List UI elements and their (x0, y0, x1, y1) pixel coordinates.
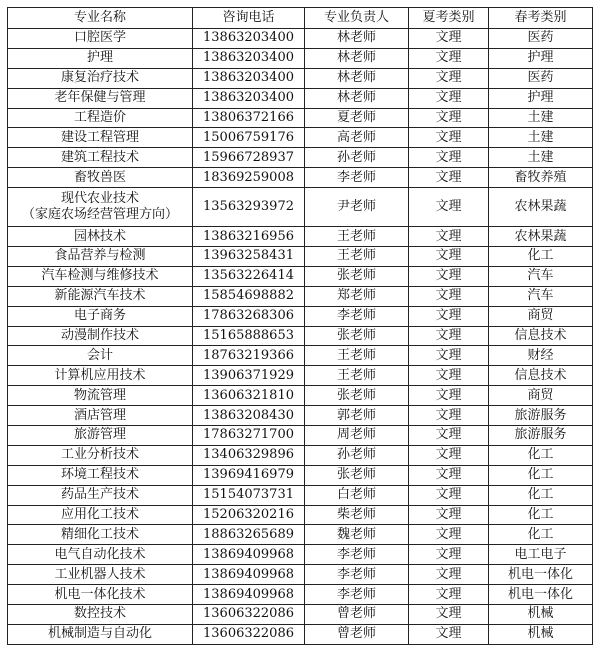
lead-cell: 周老师 (305, 426, 409, 446)
summer-category-cell: 文理 (409, 227, 489, 247)
lead-cell: 李老师 (305, 306, 409, 326)
lead-cell: 张老师 (305, 266, 409, 286)
summer-category-cell: 文理 (409, 306, 489, 326)
spring-category-cell: 信息技术 (489, 366, 593, 386)
program-name-cell (8, 346, 193, 366)
header-program-name: 专业名称 (8, 8, 193, 29)
lead-cell: 夏老师 (305, 108, 409, 128)
table-row (8, 624, 593, 644)
program-name-text: 汽车检测与维修技术 (41, 268, 159, 284)
spring-category-cell: 电工电子 (489, 545, 593, 565)
spring-category-cell: 护理 (489, 48, 593, 68)
table-row (8, 247, 593, 267)
program-name-text: 建筑工程技术 (60, 149, 139, 165)
phone-cell: 13563293972 (193, 188, 305, 227)
program-name-cell (8, 585, 193, 605)
table-row (8, 605, 593, 625)
spring-category-cell: 医药 (489, 29, 593, 49)
table-row (8, 505, 593, 525)
program-name-text: 旅游管理 (73, 427, 126, 443)
summer-category-cell: 文理 (409, 565, 489, 585)
program-name-text: （家庭农场经营管理方向） (21, 207, 178, 223)
table-row (8, 406, 593, 426)
table-row (8, 465, 593, 485)
program-name-cell (8, 426, 193, 446)
spring-category-cell: 化工 (489, 445, 593, 465)
program-name-cell (8, 29, 193, 49)
lead-cell: 李老师 (305, 565, 409, 585)
phone-cell: 18369259008 (193, 168, 305, 188)
summer-category-cell: 文理 (409, 48, 489, 68)
summer-category-cell: 文理 (409, 266, 489, 286)
lead-cell: 孙老师 (305, 148, 409, 168)
phone-cell: 13963258431 (193, 247, 305, 267)
spring-category-cell: 机电一体化 (489, 565, 593, 585)
program-name-text: 工业分析技术 (60, 447, 139, 463)
summer-category-cell: 文理 (409, 624, 489, 644)
program-name-text: 电子商务 (73, 308, 126, 324)
summer-category-cell: 文理 (409, 585, 489, 605)
lead-cell: 王老师 (305, 227, 409, 247)
table-row (8, 445, 593, 465)
program-name-cell (8, 266, 193, 286)
phone-cell: 13863203400 (193, 48, 305, 68)
summer-category-cell: 文理 (409, 445, 489, 465)
program-name-text: 食品营养与检测 (54, 248, 146, 264)
table-body (8, 29, 593, 645)
header-summer-category: 夏考类别 (409, 8, 489, 29)
lead-cell: 白老师 (305, 485, 409, 505)
lead-cell: 李老师 (305, 168, 409, 188)
phone-cell: 15966728937 (193, 148, 305, 168)
spring-category-cell: 土建 (489, 108, 593, 128)
summer-category-cell: 文理 (409, 168, 489, 188)
program-name-cell (8, 406, 193, 426)
lead-cell: 林老师 (305, 48, 409, 68)
program-name-text: 康复治疗技术 (60, 70, 139, 86)
lead-cell: 张老师 (305, 386, 409, 406)
program-name-text: 酒店管理 (73, 407, 126, 423)
summer-category-cell: 文理 (409, 525, 489, 545)
program-name-text: 机械制造与自动化 (47, 626, 152, 642)
summer-category-cell: 文理 (409, 406, 489, 426)
program-name-cell (8, 148, 193, 168)
program-name-text: 药品生产技术 (60, 487, 139, 503)
summer-category-cell: 文理 (409, 108, 489, 128)
spring-category-cell: 商贸 (489, 306, 593, 326)
table-row (8, 266, 593, 286)
program-name-cell (8, 465, 193, 485)
program-name-cell (8, 168, 193, 188)
program-name-text: 计算机应用技术 (54, 367, 146, 383)
summer-category-cell: 文理 (409, 605, 489, 625)
program-name-text: 应用化工技术 (60, 507, 139, 523)
spring-category-cell: 汽车 (489, 266, 593, 286)
summer-category-cell: 文理 (409, 465, 489, 485)
program-name-cell (8, 545, 193, 565)
table-row (8, 525, 593, 545)
program-name-text: 动漫制作技术 (60, 328, 139, 344)
spring-category-cell: 化工 (489, 485, 593, 505)
program-contact-table (7, 7, 593, 645)
program-name-text: 建设工程管理 (60, 129, 139, 145)
program-name-cell (8, 247, 193, 267)
summer-category-cell: 文理 (409, 426, 489, 446)
phone-cell: 13863203400 (193, 88, 305, 108)
table-row (8, 545, 593, 565)
spring-category-cell: 机电一体化 (489, 585, 593, 605)
summer-category-cell: 文理 (409, 247, 489, 267)
spring-category-cell: 商贸 (489, 386, 593, 406)
spring-category-cell: 化工 (489, 465, 593, 485)
table-row (8, 128, 593, 148)
program-name-text: 工业机器人技术 (54, 566, 146, 582)
lead-cell: 林老师 (305, 68, 409, 88)
phone-cell: 13806372166 (193, 108, 305, 128)
table-row (8, 88, 593, 108)
summer-category-cell: 文理 (409, 505, 489, 525)
program-name-text: 数控技术 (73, 606, 126, 622)
spring-category-cell: 农林果蔬 (489, 227, 593, 247)
lead-cell: 林老师 (305, 88, 409, 108)
program-name-text: 口腔医学 (73, 30, 126, 46)
phone-cell: 17863268306 (193, 306, 305, 326)
program-name-cell (8, 108, 193, 128)
program-name-cell (8, 505, 193, 525)
header-phone: 咨询电话 (193, 8, 305, 29)
phone-cell: 15165888653 (193, 326, 305, 346)
program-name-cell (8, 88, 193, 108)
phone-cell: 13969416979 (193, 465, 305, 485)
phone-cell: 15154073731 (193, 485, 305, 505)
lead-cell: 张老师 (305, 326, 409, 346)
table-row (8, 286, 593, 306)
phone-cell: 13863216956 (193, 227, 305, 247)
spring-category-cell: 财经 (489, 346, 593, 366)
phone-cell: 13863208430 (193, 406, 305, 426)
program-name-text: 新能源汽车技术 (54, 288, 146, 304)
summer-category-cell: 文理 (409, 386, 489, 406)
spring-category-cell: 化工 (489, 247, 593, 267)
program-name-cell (8, 386, 193, 406)
spring-category-cell: 农林果蔬 (489, 188, 593, 227)
program-name-cell (8, 306, 193, 326)
program-name-cell (8, 605, 193, 625)
summer-category-cell: 文理 (409, 29, 489, 49)
lead-cell: 孙老师 (305, 445, 409, 465)
program-name-cell (8, 525, 193, 545)
lead-cell: 郭老师 (305, 406, 409, 426)
table-row (8, 188, 593, 227)
program-name-cell (8, 485, 193, 505)
spring-category-cell: 机械 (489, 624, 593, 644)
lead-cell: 魏老师 (305, 525, 409, 545)
phone-cell: 17863271700 (193, 426, 305, 446)
table-row (8, 326, 593, 346)
program-name-text: 物流管理 (73, 387, 126, 403)
table-row (8, 346, 593, 366)
phone-cell: 13863203400 (193, 68, 305, 88)
lead-cell: 王老师 (305, 247, 409, 267)
phone-cell: 18763219366 (193, 346, 305, 366)
lead-cell: 曾老师 (305, 605, 409, 625)
program-name-text: 机电一体化技术 (54, 586, 146, 602)
spring-category-cell: 畜牧养殖 (489, 168, 593, 188)
phone-cell: 13563226414 (193, 266, 305, 286)
program-name-text: 畜牧兽医 (73, 169, 126, 185)
program-name-text: 环境工程技术 (60, 467, 139, 483)
lead-cell: 李老师 (305, 545, 409, 565)
lead-cell: 郑老师 (305, 286, 409, 306)
program-name-cell (8, 188, 193, 227)
phone-cell: 13606321810 (193, 386, 305, 406)
summer-category-cell: 文理 (409, 326, 489, 346)
table-row (8, 565, 593, 585)
spring-category-cell: 旅游服务 (489, 406, 593, 426)
lead-cell: 尹老师 (305, 188, 409, 227)
table-row (8, 227, 593, 247)
table-row (8, 585, 593, 605)
table-row (8, 48, 593, 68)
program-name-text: 会计 (86, 347, 113, 363)
lead-cell: 李老师 (305, 585, 409, 605)
phone-cell: 13869409968 (193, 585, 305, 605)
phone-cell: 13869409968 (193, 565, 305, 585)
table-row (8, 485, 593, 505)
summer-category-cell: 文理 (409, 366, 489, 386)
summer-category-cell: 文理 (409, 485, 489, 505)
phone-cell: 15006759176 (193, 128, 305, 148)
phone-cell: 13406329896 (193, 445, 305, 465)
program-name-text: 老年保健与管理 (54, 90, 146, 106)
phone-cell: 13606322086 (193, 605, 305, 625)
lead-cell: 柴老师 (305, 505, 409, 525)
phone-cell: 13606322086 (193, 624, 305, 644)
summer-category-cell: 文理 (409, 346, 489, 366)
summer-category-cell: 文理 (409, 188, 489, 227)
table-row (8, 426, 593, 446)
program-name-cell (8, 624, 193, 644)
lead-cell: 王老师 (305, 366, 409, 386)
summer-category-cell: 文理 (409, 128, 489, 148)
table-row (8, 366, 593, 386)
table-row (8, 68, 593, 88)
phone-cell: 15206320216 (193, 505, 305, 525)
program-name-text: 工程造价 (73, 110, 126, 125)
table-row (8, 306, 593, 326)
table-header-row (8, 8, 593, 29)
program-name-text: 园林技术 (73, 228, 126, 244)
phone-cell: 13863203400 (193, 29, 305, 49)
summer-category-cell: 文理 (409, 545, 489, 565)
spring-category-cell: 土建 (489, 148, 593, 168)
spring-category-cell: 汽车 (489, 286, 593, 306)
program-name-text: 现代农业技术 (60, 191, 139, 207)
program-name-cell (8, 565, 193, 585)
spring-category-cell: 信息技术 (489, 326, 593, 346)
table-row (8, 29, 593, 49)
spring-category-cell: 化工 (489, 525, 593, 545)
program-table-container (7, 7, 593, 645)
lead-cell: 林老师 (305, 29, 409, 49)
header-lead: 专业负责人 (305, 8, 409, 29)
lead-cell: 王老师 (305, 346, 409, 366)
program-name-text: 精细化工技术 (60, 526, 139, 542)
spring-category-cell: 护理 (489, 88, 593, 108)
program-name-text: 电气自动化技术 (54, 546, 146, 562)
spring-category-cell: 旅游服务 (489, 426, 593, 446)
table-row (8, 108, 593, 128)
program-name-cell (8, 48, 193, 68)
lead-cell: 张老师 (305, 465, 409, 485)
program-name-cell (8, 366, 193, 386)
phone-cell: 13906371929 (193, 366, 305, 386)
program-name-cell (8, 68, 193, 88)
table-row (8, 148, 593, 168)
phone-cell: 15854698882 (193, 286, 305, 306)
summer-category-cell: 文理 (409, 68, 489, 88)
phone-cell: 13869409968 (193, 545, 305, 565)
table-row (8, 168, 593, 188)
program-name-cell (8, 227, 193, 247)
spring-category-cell: 化工 (489, 505, 593, 525)
program-name-cell (8, 128, 193, 148)
spring-category-cell: 机械 (489, 605, 593, 625)
summer-category-cell: 文理 (409, 148, 489, 168)
program-name-text: 护理 (86, 50, 113, 66)
header-spring-category: 春考类别 (489, 8, 593, 29)
program-name-cell (8, 326, 193, 346)
program-name-cell (8, 445, 193, 465)
lead-cell: 高老师 (305, 128, 409, 148)
spring-category-cell: 医药 (489, 68, 593, 88)
summer-category-cell: 文理 (409, 286, 489, 306)
summer-category-cell: 文理 (409, 88, 489, 108)
lead-cell: 曾老师 (305, 624, 409, 644)
spring-category-cell: 土建 (489, 128, 593, 148)
table-row (8, 386, 593, 406)
phone-cell: 18863265689 (193, 525, 305, 545)
program-name-cell (8, 286, 193, 306)
